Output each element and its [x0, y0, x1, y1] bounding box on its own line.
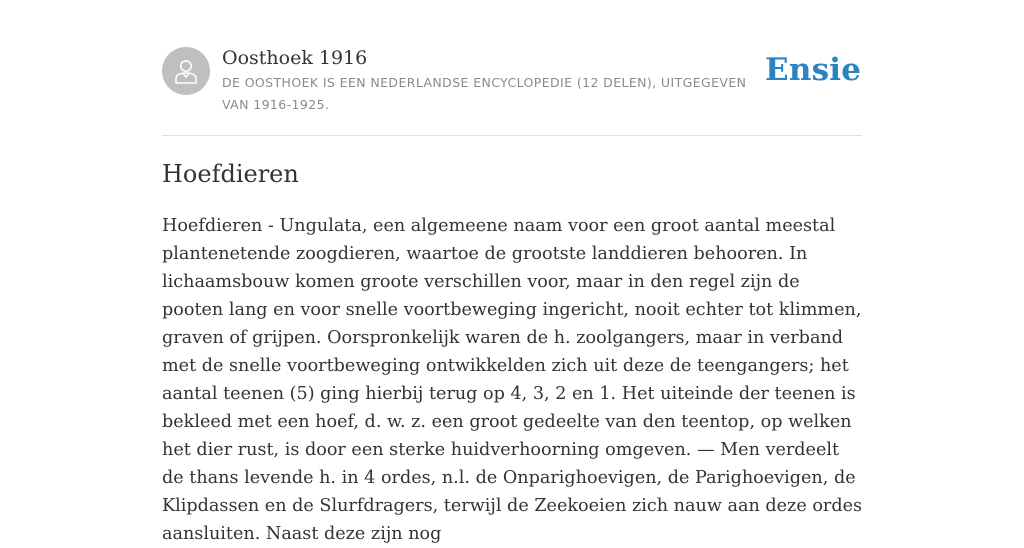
article-title: Hoefdieren [162, 160, 299, 188]
source-header [162, 46, 862, 118]
article-body: Hoefdieren - Ungulata, een algemeene naam voor een groot aantal meestal plantenetende zoogdieren, waartoe de grootste landdieren behooren. In lichaamsbouw komen groote verschillen voor, maar in den regel zijn de pooten lang en voor snelle voortbeweging ingericht, nooit echter tot klimmen, graven of grijpen. Oorspronkelijk waren de h. zoolgangers, maar in verband met de snelle voortbeweging ontwikkelden zich uit deze de teengangers; het aantal teenen (5) ging hierbij terug op 4, 3, 2 en 1. Het uiteinde der teenen is bekleed met een hoef, d. w. z. een groot gedeelte van den teentop, op welken het dier rust, is door een sterke huidverhoorning omgeven. — Men verdeelt de thans levende h. in 4 ordes, n.l. de Onparighoevigen, de Parighoevigen, de Klipdassen en de Slurfdragers, terwijl de Zeekoeien zich nauw aan deze ordes aansluiten. Naast deze zijn nog [162, 216, 863, 544]
user-avatar-icon[interactable] [162, 47, 210, 95]
ensie-logo[interactable]: Ensie [765, 52, 862, 88]
person-outline-icon [171, 56, 201, 86]
source-title[interactable]: Oosthoek 1916 [222, 47, 368, 69]
header-divider [162, 135, 862, 136]
source-description: DE OOSTHOEK IS EEN NEDERLANDSE ENCYCLOPEDIE (12 DELEN), UITGEGEVEN VAN 1916-1925. [222, 75, 747, 112]
